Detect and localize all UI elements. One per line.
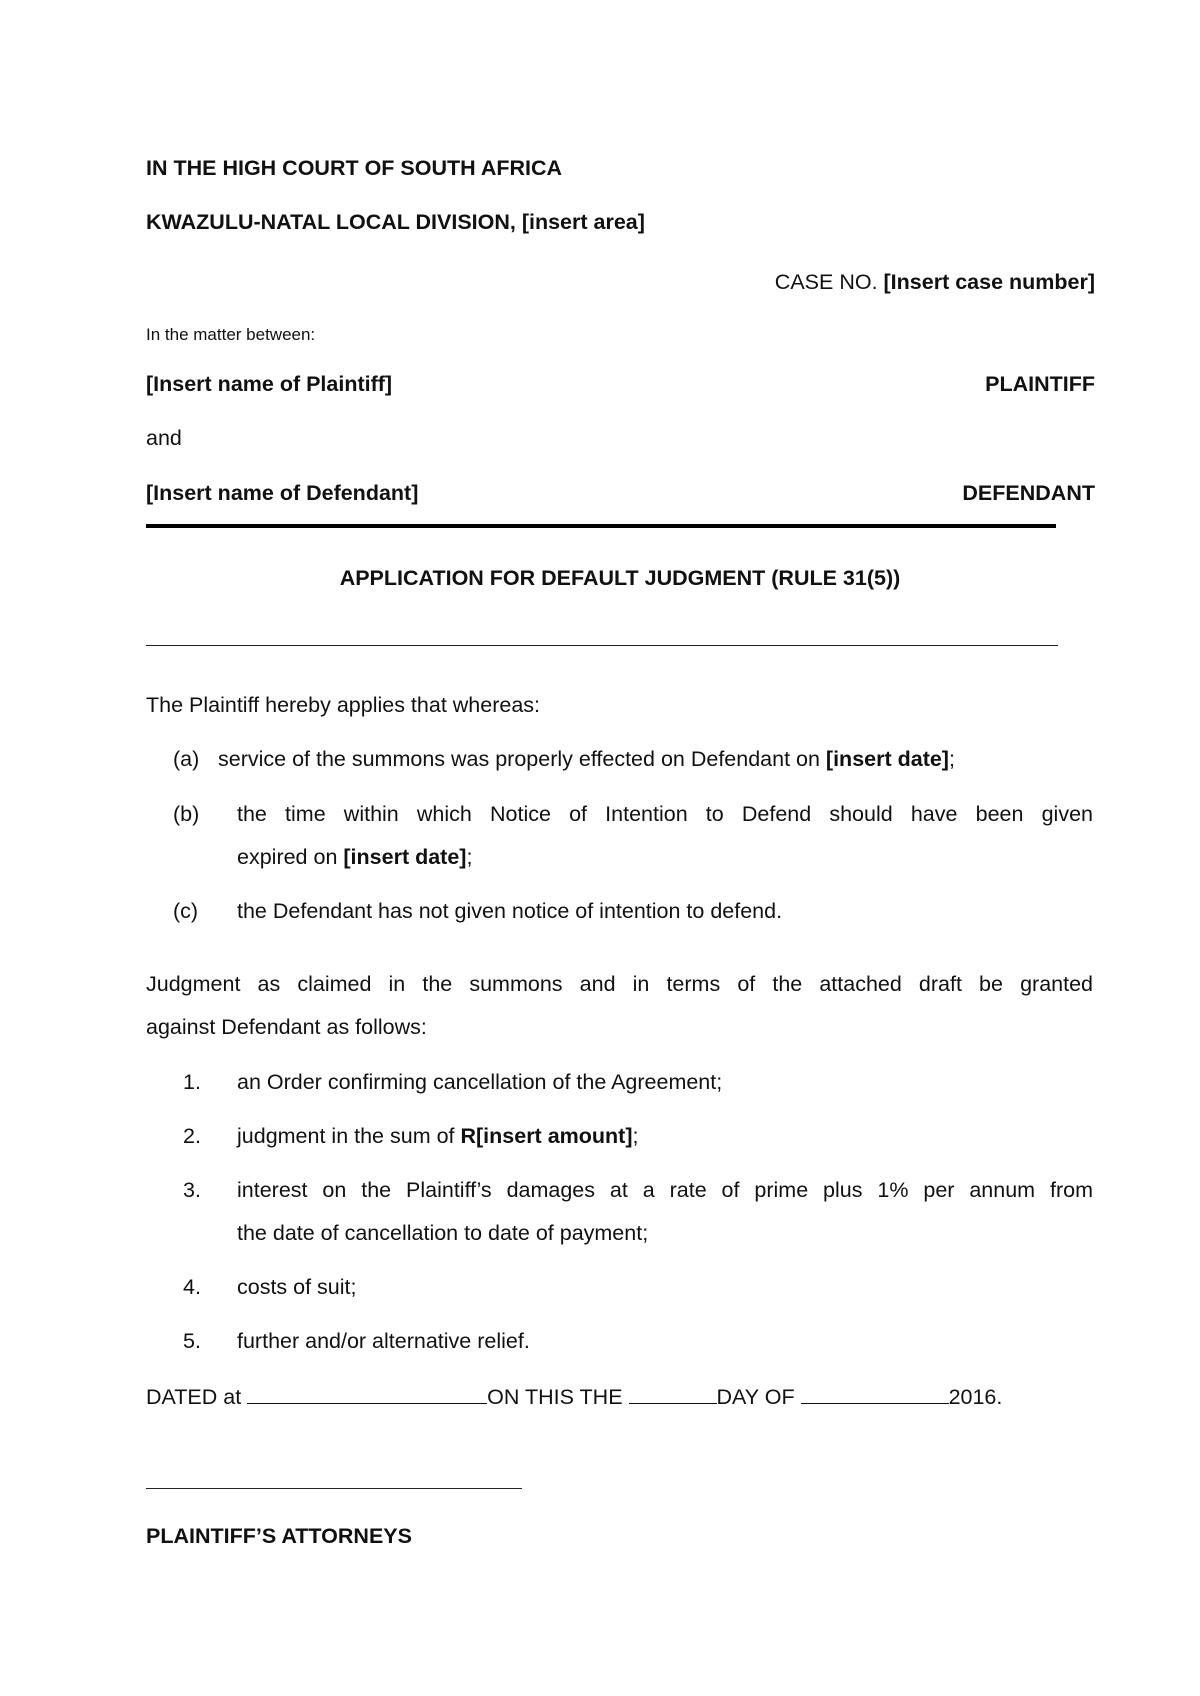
order-number-4: 4. <box>183 1275 201 1299</box>
order-number-2: 2. <box>183 1124 201 1148</box>
place-blank[interactable] <box>247 1385 487 1404</box>
heading-divider <box>146 524 1056 528</box>
order-2-tail: ; <box>632 1124 639 1148</box>
dated-line <box>146 1385 1002 1409</box>
dated-prefix: DATED at <box>146 1385 248 1409</box>
whereas-b-line1: the time within which Notice of Intention to Defend should have been given <box>237 802 1093 826</box>
division-heading: KWAZULU-NATAL LOCAL DIVISION, [insert area] <box>146 210 645 234</box>
order-item-5: further and/or alternative relief. <box>237 1329 530 1353</box>
signature-label: PLAINTIFF’S ATTORNEYS <box>146 1524 412 1548</box>
case-number <box>775 272 1095 294</box>
court-heading: IN THE HIGH COURT OF SOUTH AFRICA <box>146 156 563 180</box>
whereas-b-date: [insert date] <box>343 845 467 869</box>
dated-on-this-the: ON THIS THE <box>487 1385 629 1409</box>
case-number-value: [Insert case number] <box>883 270 1095 294</box>
dated-day-of: DAY OF <box>716 1385 801 1409</box>
judgment-intro-line1: Judgment as claimed in the summons and in terms of the attached draft be granted <box>146 972 1093 996</box>
whereas-item-b <box>237 847 472 869</box>
whereas-b-text: expired on <box>237 845 344 869</box>
and-label: and <box>146 426 182 450</box>
defendant-role: DEFENDANT <box>962 481 1095 505</box>
whereas-label-b: (b) <box>173 802 200 826</box>
order-3-line2: the date of cancellation to date of payment; <box>237 1221 649 1245</box>
order-number-5: 5. <box>183 1329 201 1353</box>
order-number-1: 1. <box>183 1070 201 1094</box>
document-title: APPLICATION FOR DEFAULT JUDGMENT (RULE 31(5)) <box>339 566 901 590</box>
title-underline <box>146 645 1058 646</box>
intro-text: The Plaintiff hereby applies that whereas: <box>146 693 541 717</box>
order-number-3: 3. <box>183 1178 201 1202</box>
month-blank[interactable] <box>801 1385 949 1404</box>
order-item-4: costs of suit; <box>237 1275 357 1299</box>
whereas-a-text: service of the summons was properly effected on Defendant on <box>218 747 826 771</box>
day-blank[interactable] <box>629 1385 717 1404</box>
whereas-label-c: (c) <box>173 899 199 923</box>
case-number-label: CASE NO. <box>774 270 884 294</box>
order-item-2 <box>237 1126 638 1148</box>
whereas-item-a <box>218 749 955 771</box>
plaintiff-role: PLAINTIFF <box>985 372 1095 396</box>
whereas-b-tail: ; <box>466 845 473 869</box>
signature-line[interactable] <box>146 1488 522 1489</box>
whereas-item-c: the Defendant has not given notice of intention to defend. <box>237 899 783 923</box>
order-3-line1: interest on the Plaintiff’s damages at a rate of prime plus 1% per annum from <box>237 1178 1093 1202</box>
plaintiff-name: [Insert name of Plaintiff] <box>146 372 393 396</box>
defendant-name: [Insert name of Defendant] <box>146 481 419 505</box>
order-2-text: judgment in the sum of <box>237 1124 461 1148</box>
whereas-a-tail: ; <box>948 747 955 771</box>
whereas-label-a: (a) <box>173 747 200 771</box>
order-item-1: an Order confirming cancellation of the Agreement; <box>237 1070 723 1094</box>
matter-between: In the matter between: <box>146 325 316 344</box>
order-2-amount: R[insert amount] <box>460 1124 633 1148</box>
dated-year: 2016. <box>948 1385 1003 1409</box>
whereas-a-date: [insert date] <box>825 747 949 771</box>
judgment-intro-line2: against Defendant as follows: <box>146 1015 427 1039</box>
